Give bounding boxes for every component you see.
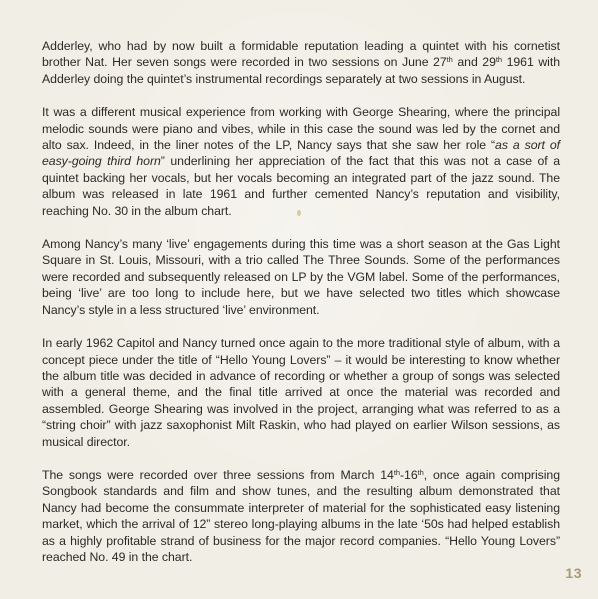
ordinal-suffix: th: [417, 467, 424, 477]
paragraph-1: [42, 38, 560, 87]
text-run: Among Nancy’s many ‘live’ engagements during this time was a short season at the Gas Light Square in St. Louis, Missouri, with a trio called The Three Sounds. Some of the performances were recorded and subsequently released on LP by the VGM label. Some of the performances, being ‘live’ are too long to include here, but we have selected two titles which showcase Nancy’s style in a less structured ‘live’ environment.: [42, 237, 560, 317]
text-run: -16: [399, 467, 418, 482]
paragraph-3: [42, 236, 560, 318]
text-run: and 29: [452, 55, 496, 70]
print-speck: [297, 210, 301, 216]
text-run: In early 1962 Capitol and Nancy turned once again to the more traditional style of album, with a concept piece under the title of “Hello Young Lovers” – it would be interesting to know whether the album title was decided in advance of recording or whether a group of songs was selected with a general theme, and the final title arrived at once the material was recorded and assembled. George Shearing was involved in the project, arranging what was referred to as a “string choir” with jazz saxophonist Milt Raskin, who had played on earlier Wilson sessions, as musical director.: [42, 336, 560, 449]
text-run: ” underlining her appreciation of the fact that this was not a case of a quintet backing her vocals, but her vocals becoming an integrated part of the jazz sound. The album was released in late 1961 and further cemented Nancy’s reputation and visibility, reaching No. 30 in the album chart.: [42, 154, 560, 218]
page-number: 13: [565, 565, 582, 581]
italic-quote: as a sort of easy-going third horn: [42, 138, 560, 169]
ordinal-suffix: th: [495, 55, 503, 65]
text-run: The songs were recorded over three sessions from March 14: [42, 467, 394, 482]
ordinal-suffix: th: [446, 55, 453, 65]
text-run: It was a different musical experience from working with George Shearing, where the principal melodic sounds were piano and vibes, while in this case the sound was led by the cornet and alto sax. Indeed, in the liner notes of the LP, Nancy says that she saw her role “: [42, 105, 560, 153]
ordinal-suffix: th: [393, 467, 400, 477]
text-run: Adderley, who had by now built a formidable reputation leading a quintet with his cornetist brother Nat. Her seven songs were recorded in two sessions on June 27: [42, 39, 560, 70]
paragraph-4: [42, 335, 560, 450]
text-run: , once again comprising Songbook standards and film and show tunes, and the resulting album demonstrated that Nancy had become the consummate interpreter of material for the sophisticated easy listening market, which the arrival of 12” stereo long-playing albums in the late ‘50s had helped establish as a highly profitable strand of business for the major record companies. “Hello Young Lovers” reached No. 49 in the chart.: [42, 467, 560, 564]
body-text: [42, 38, 560, 565]
paragraph-2: [42, 104, 560, 219]
text-run: 1961 with Adderley doing the quintet’s instrumental recordings separately at two sessions in August.: [42, 55, 560, 86]
paragraph-5: [42, 467, 560, 565]
